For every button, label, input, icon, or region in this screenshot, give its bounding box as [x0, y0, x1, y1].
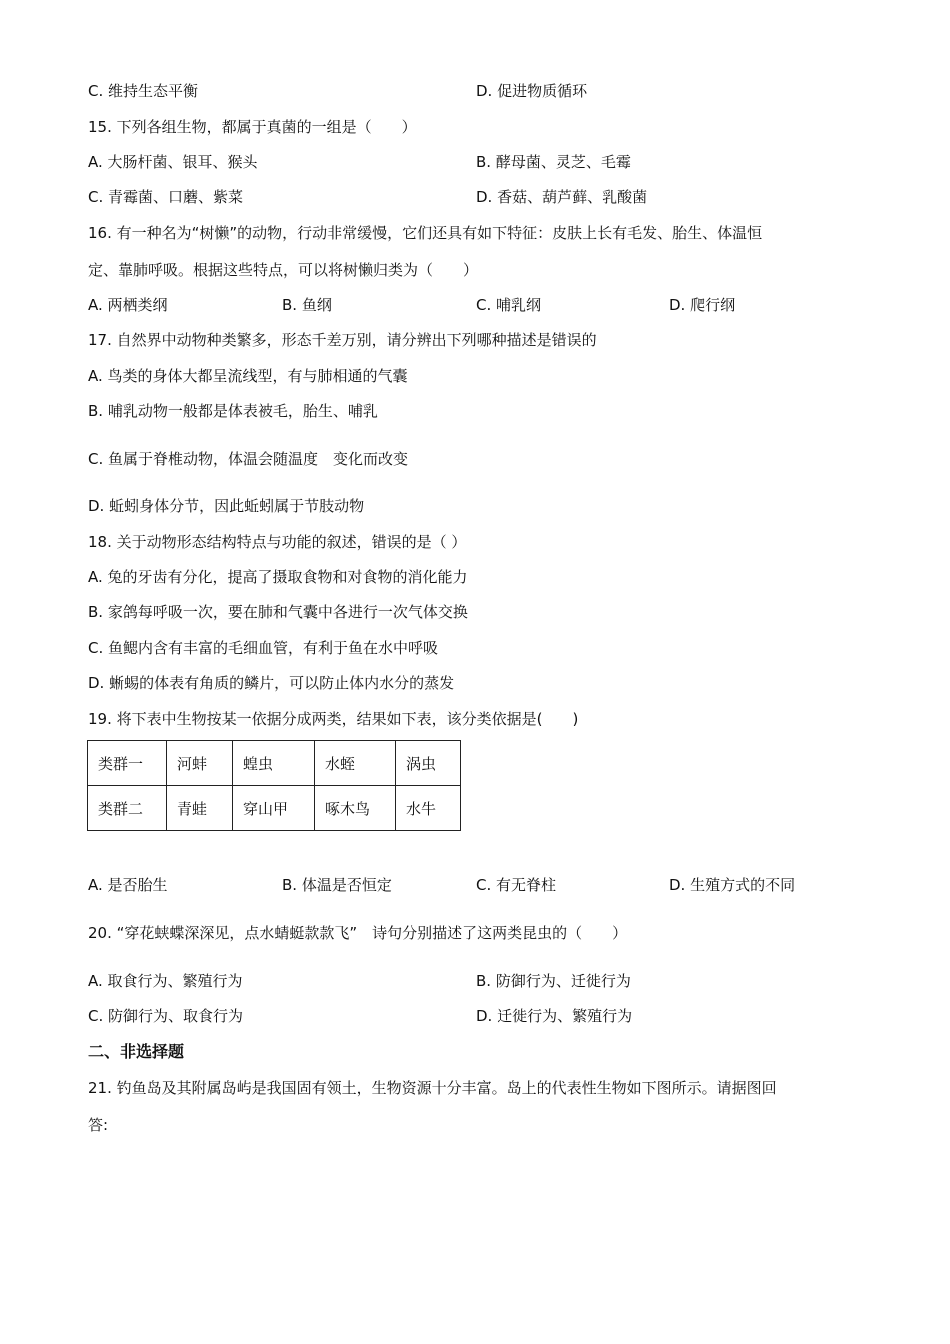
q17-option-d: D. 蚯蚓身体分节，因此蚯蚓属于节肢动物	[88, 497, 365, 515]
q18-option-b: B. 家鸽每呼吸一次，要在肺和气囊中各进行一次气体交换	[88, 603, 468, 621]
table-cell: 类群二	[88, 786, 167, 831]
table-cell: 涡虫	[396, 741, 461, 786]
q17-option-a: A. 鸟类的身体大都呈流线型，有与肺相通的气囊	[88, 367, 408, 385]
classification-table	[87, 740, 461, 831]
table-cell: 青蛙	[167, 786, 233, 831]
table-cell: 穿山甲	[233, 786, 315, 831]
section-heading: 二、非选择题	[88, 1042, 185, 1061]
q17-option-c: C. 鱼属于脊椎动物，体温会随温度 变化而改变	[88, 450, 409, 468]
q20-option-a: A. 取食行为、繁殖行为	[88, 972, 243, 990]
q18-stem: 18. 关于动物形态结构特点与功能的叙述，错误的是（ ）	[88, 533, 467, 551]
q14-option-d: D. 促进物质循环	[476, 82, 588, 100]
q20-option-b: B. 防御行为、迁徙行为	[476, 972, 631, 990]
q16-stem-line1: 16. 有一种名为“树懒”的动物，行动非常缓慢，它们还具有如下特征：皮肤上长有毛发、胎生、体温恒	[88, 224, 763, 242]
q18-option-c: C. 鱼鳃内含有丰富的毛细血管，有利于鱼在水中呼吸	[88, 639, 439, 657]
q15-option-d: D. 香菇、葫芦藓、乳酸菌	[476, 188, 648, 206]
q16-option-a: A. 两栖类纲	[88, 296, 168, 314]
table-cell: 河蚌	[167, 741, 233, 786]
q17-stem: 17. 自然界中动物种类繁多，形态千差万别，请分辨出下列哪种描述是错误的	[88, 331, 597, 349]
q15-option-c: C. 青霉菌、口蘑、紫菜	[88, 188, 244, 206]
q16-option-d: D. 爬行纲	[669, 296, 736, 314]
q15-option-a: A. 大肠杆菌、银耳、猴头	[88, 153, 258, 171]
q18-option-a: A. 兔的牙齿有分化，提高了摄取食物和对食物的消化能力	[88, 568, 468, 586]
q16-stem-line2: 定、靠肺呼吸。根据这些特点，可以将树懒归类为（ ）	[88, 261, 479, 279]
table-row	[88, 741, 461, 786]
q19-option-b: B. 体温是否恒定	[282, 876, 392, 894]
q20-option-c: C. 防御行为、取食行为	[88, 1007, 244, 1025]
table-cell: 蝗虫	[233, 741, 315, 786]
q15-stem: 15. 下列各组生物，都属于真菌的一组是（ ）	[88, 118, 417, 136]
q20-stem: 20. “穿花蛱蝶深深见，点水蜻蜓款款飞” 诗句分别描述了这两类昆虫的（ ）	[88, 924, 628, 942]
table-cell: 水蛭	[315, 741, 396, 786]
q16-option-c: C. 哺乳纲	[476, 296, 542, 314]
q17-option-b: B. 哺乳动物一般都是体表被毛，胎生、哺乳	[88, 402, 378, 420]
table-cell: 类群一	[88, 741, 167, 786]
table-cell: 水牛	[396, 786, 461, 831]
q15-option-b: B. 酵母菌、灵芝、毛霉	[476, 153, 631, 171]
q18-option-d: D. 蜥蜴的体表有角质的鳞片，可以防止体内水分的蒸发	[88, 674, 455, 692]
q16-option-b: B. 鱼纲	[282, 296, 332, 314]
table-cell: 啄木鸟	[315, 786, 396, 831]
q19-option-c: C. 有无脊柱	[476, 876, 557, 894]
q14-option-c: C. 维持生态平衡	[88, 82, 199, 100]
q21-stem-line1: 21. 钓鱼岛及其附属岛屿是我国固有领土，生物资源十分丰富。岛上的代表性生物如下图所示。请据图回	[88, 1079, 777, 1097]
q19-option-a: A. 是否胎生	[88, 876, 168, 894]
q21-stem-line2: 答:	[88, 1116, 109, 1134]
q20-option-d: D. 迁徙行为、繁殖行为	[476, 1007, 633, 1025]
table-row	[88, 786, 461, 831]
q19-option-d: D. 生殖方式的不同	[669, 876, 796, 894]
q19-stem: 19. 将下表中生物按某一依据分成两类，结果如下表，该分类依据是( )	[88, 710, 579, 728]
